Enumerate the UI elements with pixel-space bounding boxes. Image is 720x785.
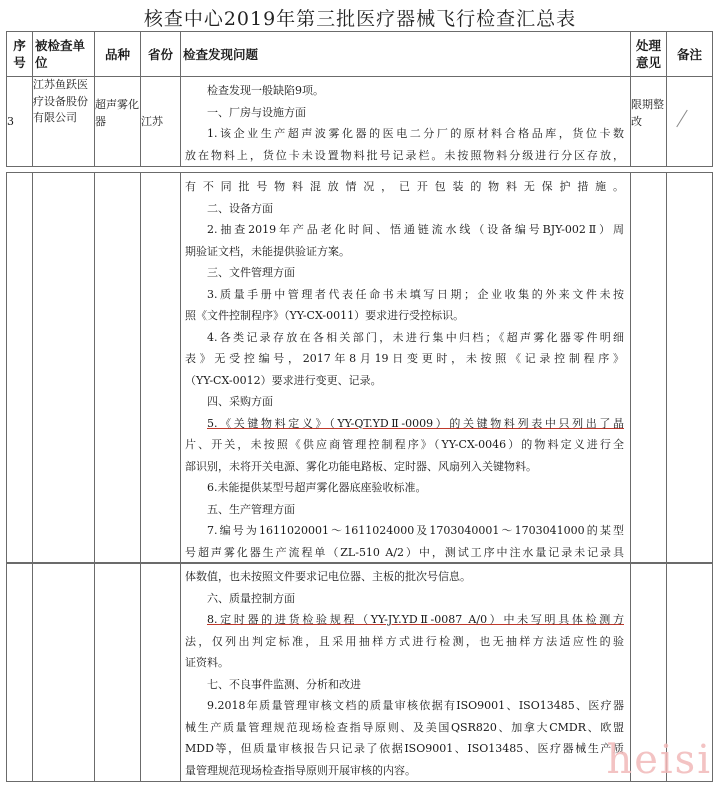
- empty-cell: [667, 173, 713, 564]
- findings-line: 体数值，也未按照文件要求记电位器、主板的批次号信息。: [185, 570, 471, 583]
- page-title: 核查中心2019年第三批医疗器械飞行检查汇总表: [143, 8, 577, 30]
- findings-line: 9.2018年质量管理审核文档的质量审核依据有ISO9001、ISO13485、医疗器: [207, 699, 624, 712]
- findings-line: 有不同批号物料混放情况，已开包装的物料无保护措施。: [185, 180, 624, 193]
- row-company: 江苏鱼跃医疗设备股份有限公司: [33, 77, 95, 167]
- empty-cell: [33, 173, 95, 564]
- row-variety: 超声雾化器: [95, 77, 141, 167]
- findings-line: 6.未能提供某型号超声雾化器底座验收标准。: [207, 481, 427, 494]
- header-no: 序号: [7, 32, 33, 77]
- header-province: 省份: [141, 32, 181, 77]
- findings-line: 3.质量手册中管理者代表任命书未填写日期；企业收集的外来文件未按: [207, 287, 624, 301]
- findings-line: 一、厂房与设施方面: [207, 105, 306, 119]
- row-province: 江苏: [141, 77, 181, 167]
- findings-line: 8.定时器的进货检验规程（YY-JY.YDⅡ-0087 A/0）中未写明具体检测方: [207, 613, 624, 626]
- header-company: 被检查单位: [33, 32, 95, 77]
- findings-line: 三、文件管理方面: [207, 266, 295, 279]
- findings-line: 1.该企业生产超声波雾化器的医电二分厂的原材料合格品库，货位卡数: [207, 127, 624, 140]
- empty-cell: [631, 173, 667, 564]
- findings-line: 五、生产管理方面: [207, 502, 295, 516]
- header-variety: 品种: [95, 32, 141, 77]
- summary-table-page-1: [6, 31, 713, 167]
- findings-line: 号超声雾化器生产流程单（ZL-510 A/2）中，测试工序中注水量记录未记录具: [185, 545, 624, 559]
- summary-table-page-2: [6, 172, 713, 564]
- findings-line: 七、不良事件监测、分析和改进: [207, 677, 361, 691]
- findings-line: （YY-CX-0012）要求进行变更、记录。: [185, 373, 382, 387]
- header-findings: 检查发现问题: [181, 32, 631, 77]
- findings-line: 表》无受控编号，2017年8月19日变更时，未按照《记录控制程序》: [185, 352, 624, 365]
- findings-line: 证资料。: [185, 656, 229, 669]
- empty-cell: [141, 173, 181, 564]
- findings-line: 部识别，未将开关电源、雾化功能电路板、定时器、风扇列入关键物料。: [185, 459, 537, 473]
- empty-cell: [141, 563, 181, 782]
- findings-line: MDD等，但质量审核报告只记录了依据ISO9001、ISO13485、医疗器械生产质: [185, 742, 624, 755]
- findings-line: 六、质量控制方面: [207, 591, 295, 605]
- findings-line: 检查发现一般缺陷9项。: [207, 84, 324, 97]
- row-no: 3: [7, 77, 33, 167]
- findings-line: 放在物料上，货位卡未设置物料批号记录栏。未按照物料分级进行分区存放，: [185, 148, 624, 162]
- findings-line: 四、采购方面: [207, 395, 273, 408]
- empty-cell: [95, 563, 141, 782]
- findings-section-3: [181, 563, 631, 782]
- empty-cell: [7, 173, 33, 564]
- empty-cell: [7, 563, 33, 782]
- findings-section-2: [181, 173, 631, 564]
- header-handling: 处理意见: [631, 32, 667, 77]
- findings-line: 法，仅列出判定标准，且采用抽样方式进行检测，也无抽样方法适应性的验: [185, 634, 624, 648]
- empty-cell: [95, 173, 141, 564]
- findings-section-1: [181, 77, 631, 167]
- row-remark: [667, 77, 713, 167]
- findings-line: 5.《关键物料定义》（YY-QT.YDⅡ-0009）的关键物料列表中只列出了晶: [207, 416, 624, 430]
- empty-cell: [33, 563, 95, 782]
- findings-line: 照《文件控制程序》（YY-CX-0011）要求进行受控标识。: [185, 309, 465, 322]
- findings-line: 4.各类记录存放在各相关部门，未进行集中归档；《超声雾化器零件明细: [207, 330, 624, 344]
- header-remark: 备注: [667, 32, 713, 77]
- findings-line: 二、设备方面: [207, 201, 273, 215]
- findings-line: 2.抽查2019年产品老化时间、悟通链流水线（设备编号BJY-002Ⅱ）周: [207, 223, 624, 236]
- findings-line: 片、开关，未按照《供应商管理控制程序》（YY-CX-0046）的物料定义进行全: [185, 438, 624, 451]
- findings-line: 期验证文档，未能提供验证方案。: [185, 244, 350, 258]
- watermark: heisi: [606, 737, 712, 783]
- findings-line: 械生产质量管理规范现场检查指导原则、及美国QSR820、加拿大CMDR、欧盟: [185, 720, 624, 734]
- findings-line: 7.编号为1611020001～1611024000及1703040001～1703041000的某型: [207, 524, 624, 537]
- findings-line: 量管理规范现场检查指导原则开展审核的内容。: [185, 763, 416, 777]
- row-handling: 限期整改: [631, 77, 667, 167]
